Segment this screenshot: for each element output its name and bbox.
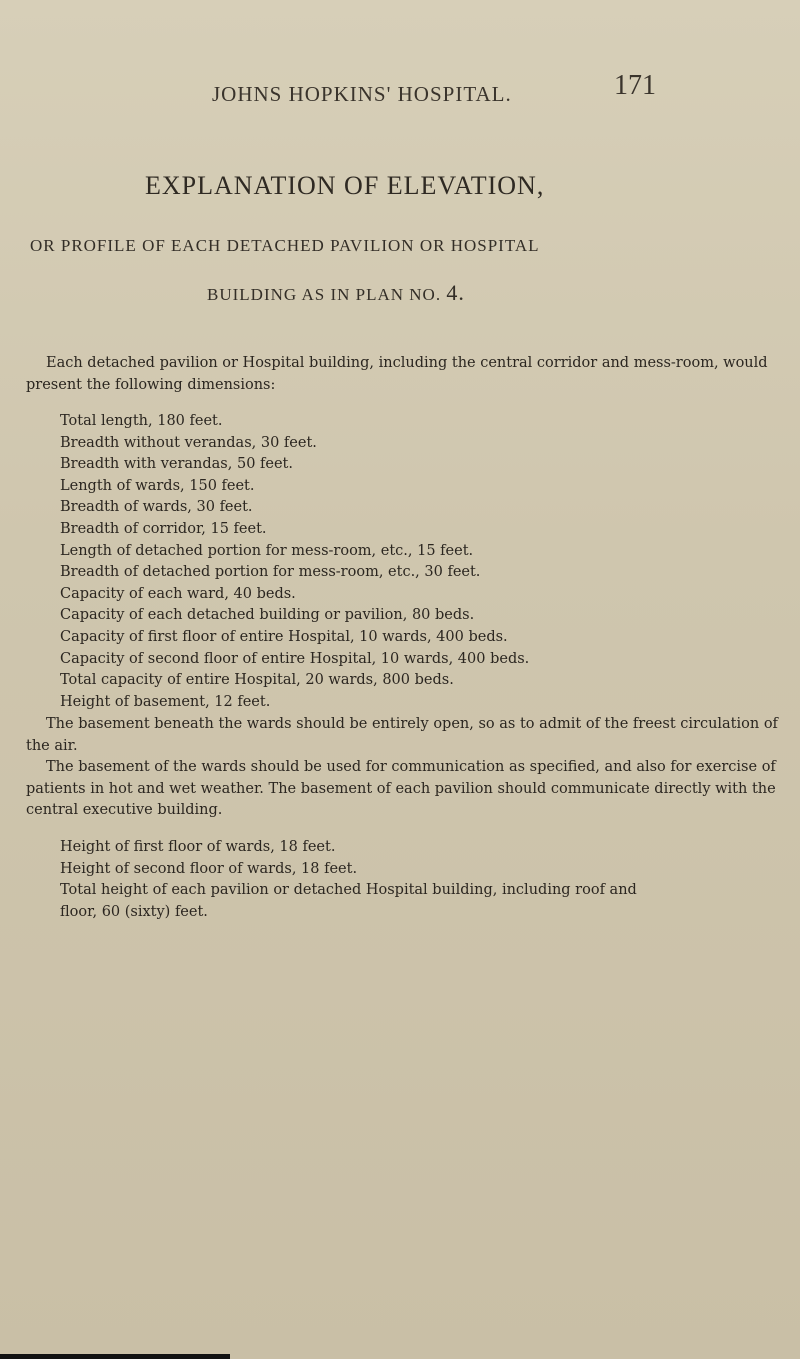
dimension-item: Length of wards, 150 feet. [60, 477, 255, 494]
dimension-item: Breadth without verandas, 30 feet. [60, 434, 317, 451]
section-title: EXPLANATION OF ELEVATION, [145, 171, 545, 200]
plan-number: 4. [446, 280, 465, 305]
dimension-item: Total length, 180 feet. [60, 413, 223, 429]
total-height-line-2: floor, 60 (sixty) feet. [60, 903, 208, 920]
total-height [60, 880, 796, 923]
dimensions-list [60, 411, 529, 713]
dimension-item: Breadth of wards, 30 feet. [60, 499, 253, 516]
dimension-item: Breadth of corridor, 15 feet. [60, 520, 267, 537]
intro-paragraph: Each detached pavilion or Hospital building, including the central corridor and mess-room, would present the following dimensions: [26, 355, 768, 393]
page-edge-shadow [0, 1354, 230, 1359]
subtitle-line-2 [207, 280, 465, 306]
total-height-line-1: Total height of each pavilion or detached Hospital building, including roof and [60, 882, 637, 899]
height-first-floor: Height of first floor of wards, 18 feet. [60, 839, 336, 855]
dimension-item: Capacity of each ward, 40 beds. [60, 585, 296, 602]
dimension-item: Height of basement, 12 feet. [60, 693, 271, 710]
page-number: 171 [614, 70, 656, 101]
subtitle-line-2-text: BUILDING AS IN PLAN NO. [207, 285, 442, 304]
dimension-item: Capacity of first floor of entire Hospital, 10 wards, 400 beds. [60, 628, 508, 645]
dimension-item: Total capacity of entire Hospital, 20 wards, 800 beds. [60, 672, 454, 689]
dimension-item: Capacity of second floor of entire Hospital, 10 wards, 400 beds. [60, 650, 530, 667]
dimension-item: Breadth with verandas, 50 feet. [60, 456, 293, 473]
running-head: JOHNS HOPKINS' HOSPITAL. [212, 82, 512, 106]
height-second-floor: Height of second floor of wards, 18 feet. [60, 860, 358, 877]
dimension-item: Length of detached portion for mess-room, etc., 15 feet. [60, 542, 474, 559]
dimension-item: Capacity of each detached building or pavilion, 80 beds. [60, 607, 475, 624]
basement-paragraph: The basement beneath the wards should be entirely open, so as to admit of the freest circulation of the air. [26, 716, 778, 754]
heights-list [60, 837, 796, 923]
dimension-item: Breadth of detached portion for mess-room, etc., 30 feet. [60, 564, 481, 581]
basement-use-paragraph: The basement of the wards should be used for communication as specified, and also for exercise of patients in hot and wet weather. The basement of each pavilion should communicate directly with the central executive building. [26, 759, 776, 819]
subtitle-line-1: OR PROFILE OF EACH DETACHED PAVILION OR HOSPITAL [30, 236, 540, 255]
